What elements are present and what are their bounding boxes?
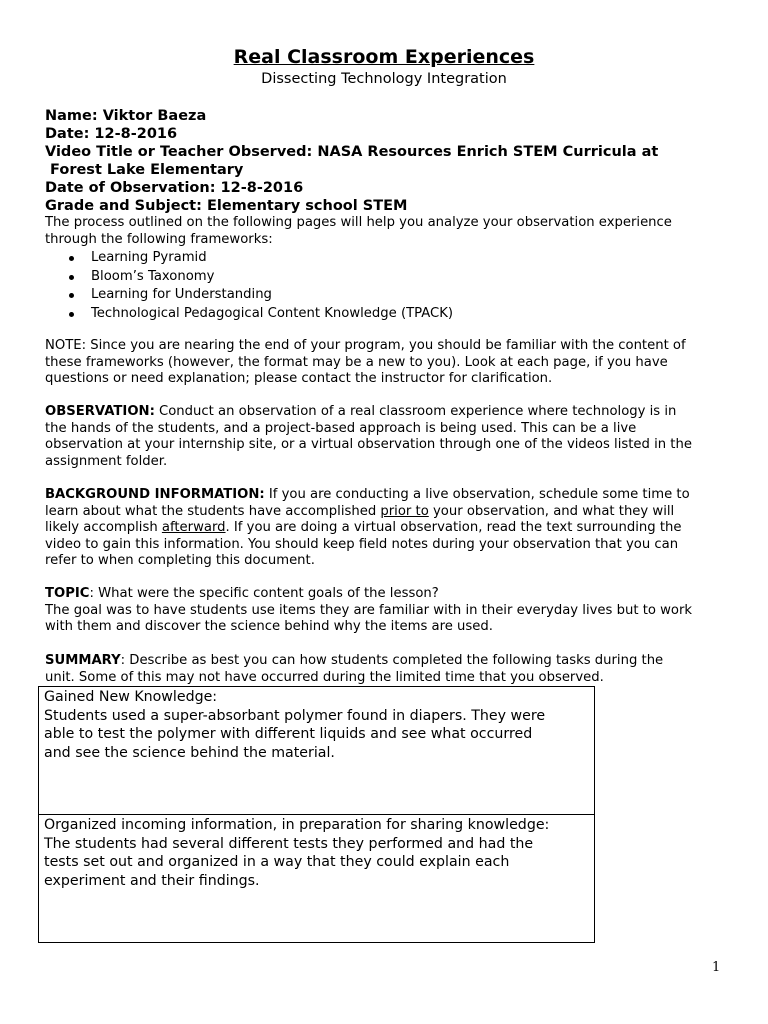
intro-line: through the following frameworks: xyxy=(45,231,273,247)
list-item: Learning Pyramid xyxy=(66,249,453,268)
summary-table xyxy=(38,686,595,943)
organized-information-cell: Organized incoming information, in preparation for sharing knowledge: The students had several different tests they performed and had the tests set out and organized in a way that they could explain each experiment and their findings. xyxy=(39,815,595,943)
date-field: Date: 12-8-2016 xyxy=(45,126,178,142)
topic-label: TOPIC xyxy=(45,586,90,601)
background-paragraph: BACKGROUND INFORMATION: If you are conducting a live observation, schedule some time to learn about what the students have accomplished prior to your observation, and what they will likely accomplish afterward. If you are doing a virtual observation, read the text surrounding the video to gain this information. You should keep field notes during your observation that you can refer to when completing this document. xyxy=(45,487,690,569)
summary-paragraph: SUMMARY: Describe as best you can how students completed the following tasks during the unit. Some of this may not have occurred during the limited time that you observed. xyxy=(45,653,664,685)
grade-subject-field: Grade and Subject: Elementary school STEM xyxy=(45,198,408,214)
document-subtitle: Dissecting Technology Integration xyxy=(261,71,507,87)
cell-heading: Gained New Knowledge: xyxy=(44,689,218,705)
table-row xyxy=(39,687,595,815)
video-title-field-continued: Forest Lake Elementary xyxy=(45,162,244,178)
intro-paragraph xyxy=(45,215,735,248)
bullet-icon xyxy=(69,312,74,317)
list-item: Bloom’s Taxonomy xyxy=(66,268,453,287)
topic-paragraph: TOPIC: What were the specific content goals of the lesson? The goal was to have students use items they are familiar with in their everyday lives but to work with them and discover the science behind why the items are used. xyxy=(45,586,693,635)
video-title-field: Video Title or Teacher Observed: NASA Resources Enrich STEM Curricula at xyxy=(45,144,659,160)
page-number: 1 xyxy=(712,960,721,975)
list-item: Learning for Understanding xyxy=(66,286,453,305)
date-of-observation-field: Date of Observation: 12-8-2016 xyxy=(45,180,304,196)
gained-knowledge-cell: Gained New Knowledge: Students used a super-absorbant polymer found in diapers. They were able to test the polymer with different liquids and see what occurred and see the science behind the material. xyxy=(39,687,595,815)
note-paragraph: NOTE: Since you are nearing the end of your program, you should be familiar with the content of these frameworks (however, the format may be a new to you). Look at each page, if you have questions or need explanation; please contact the instructor for clarification. xyxy=(45,338,686,387)
observation-label: OBSERVATION: xyxy=(45,404,155,419)
list-item: Technological Pedagogical Content Knowledge (TPACK) xyxy=(66,305,453,324)
name-field: Name: Viktor Baeza xyxy=(45,108,207,124)
frameworks-list xyxy=(66,249,453,323)
bullet-icon xyxy=(69,256,74,261)
bullet-icon xyxy=(69,293,74,298)
bullet-icon xyxy=(69,275,74,280)
cell-heading: Organized incoming information, in preparation for sharing knowledge: xyxy=(44,817,550,833)
observation-paragraph: OBSERVATION: Conduct an observation of a real classroom experience where technology is in the hands of the students, and a project-based approach is being used. This can be a live observation at your internship site, or a virtual observation through one of the videos listed in the assignment folder. xyxy=(45,404,692,469)
background-label: BACKGROUND INFORMATION: xyxy=(45,487,265,502)
summary-label: SUMMARY xyxy=(45,653,121,668)
document-title: Real Classroom Experiences xyxy=(233,46,535,68)
intro-line: The process outlined on the following pages will help you analyze your observation experience xyxy=(45,215,672,230)
table-row xyxy=(39,815,595,943)
